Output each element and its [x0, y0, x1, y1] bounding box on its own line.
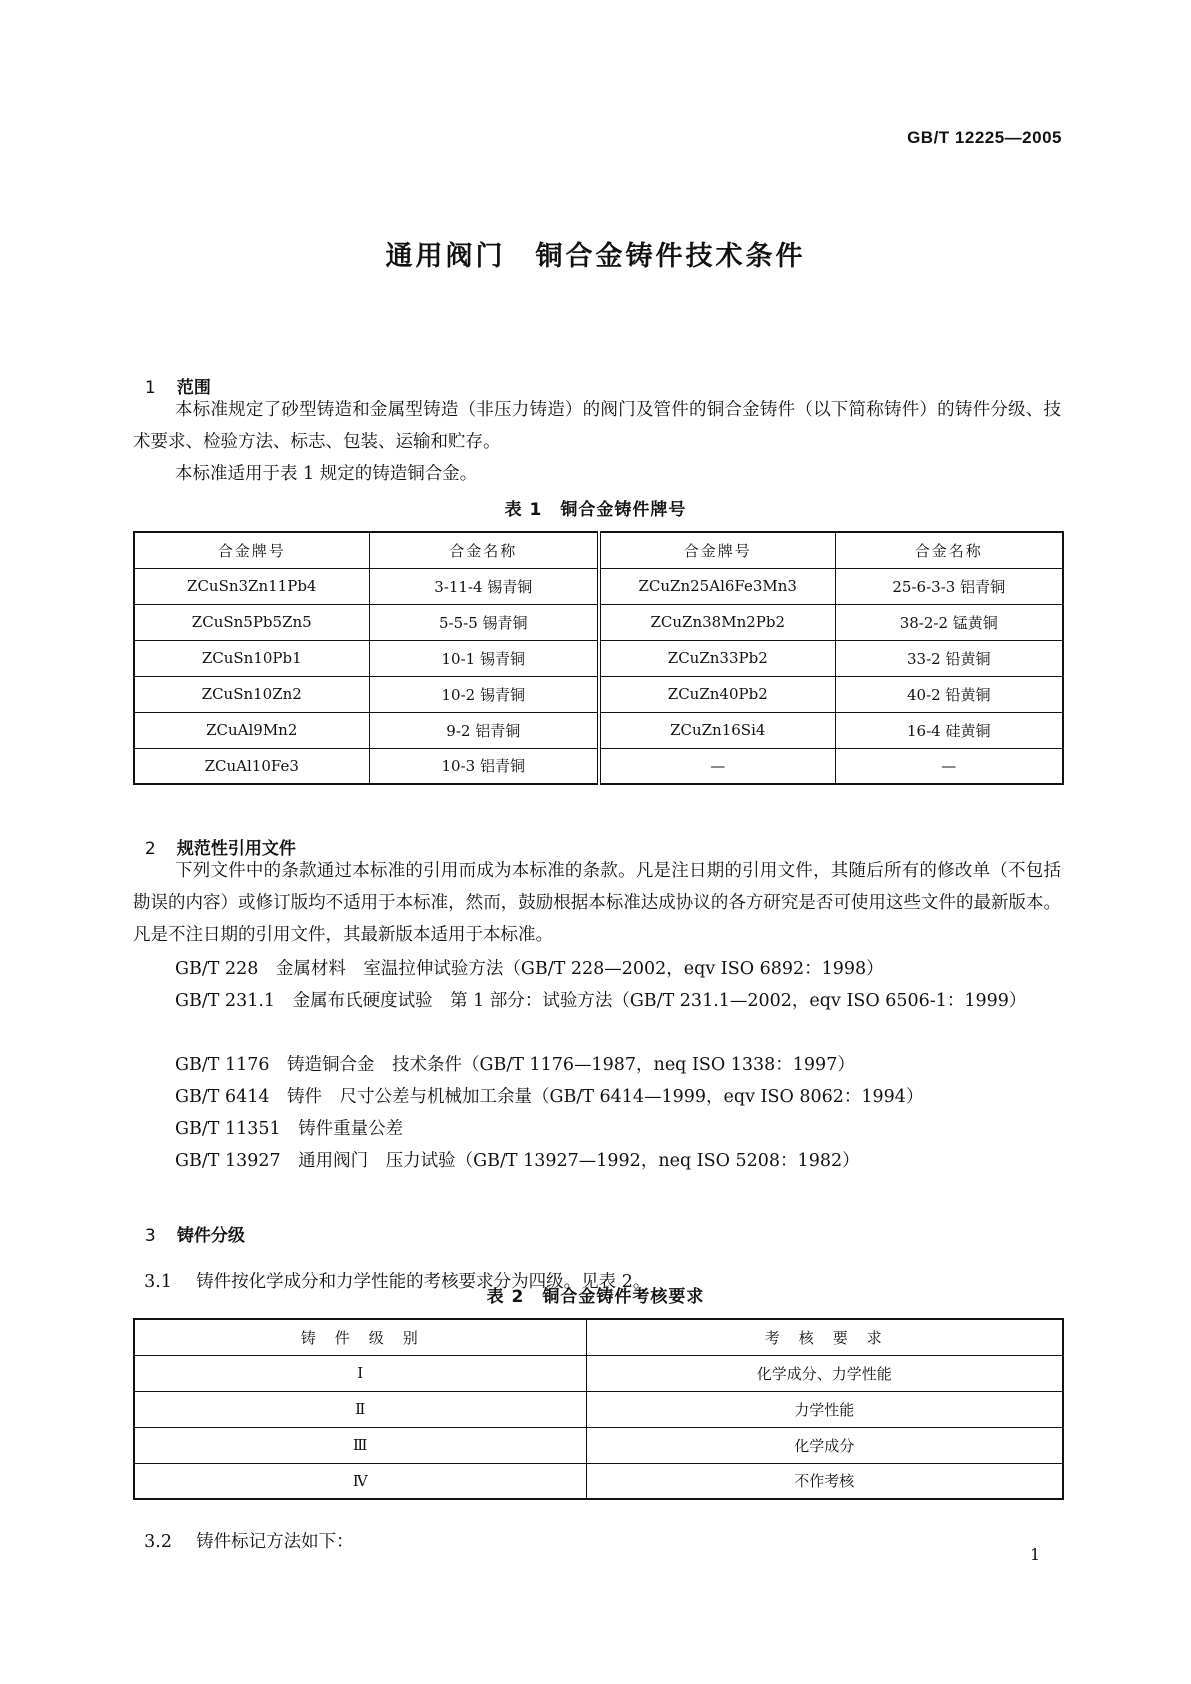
table-cell: Ⅲ: [134, 1427, 586, 1463]
table-row: [134, 748, 1063, 784]
section-1-number: 1: [144, 378, 156, 398]
table-cell: 10-2 锡青铜: [369, 676, 599, 712]
document-title: 通用阀门 铜合金铸件技术条件: [385, 241, 806, 272]
section-1-paragraph-1: 本标准规定了砂型铸造和金属型铸造（非压力铸造）的阀门及管件的铜合金铸件（以下简称铸件）的铸件分级、技术要求、检验方法、标志、包装、运输和贮存。: [133, 400, 1061, 452]
section-2-heading: [133, 814, 296, 859]
table-cell: 3-11-4 锡青铜: [369, 568, 599, 604]
table-cell: 10-3 铝青铜: [369, 748, 599, 784]
table-cell: 化学成分、力学性能: [586, 1355, 1063, 1391]
table-cell: ZCuAl9Mn2: [134, 712, 369, 748]
clause-3-2-text: 铸件标记方法如下：: [196, 1532, 354, 1552]
section-1-heading: [133, 353, 211, 398]
table-cell: 5-5-5 锡青铜: [369, 604, 599, 640]
standard-code: GB/T 12225—2005: [907, 128, 1062, 147]
section-3-title: 铸件分级: [176, 1226, 245, 1246]
table-cell: ZCuZn33Pb2: [599, 640, 835, 676]
table-cell: 16-4 硅黄铜: [835, 712, 1063, 748]
table-2: [133, 1318, 1064, 1500]
table-cell: ZCuZn40Pb2: [599, 676, 835, 712]
table-cell: 化学成分: [586, 1427, 1063, 1463]
table-row: [134, 1463, 1063, 1499]
table-cell: 9-2 铝青铜: [369, 712, 599, 748]
table-2-header-cell: 铸 件 级 别: [134, 1319, 586, 1355]
reference-item: GB/T 1176 铸造铜合金 技术条件（GB/T 1176—1987，neq ISO 1338：1997）: [175, 1055, 855, 1075]
table-cell: —: [835, 748, 1063, 784]
table-cell: —: [599, 748, 835, 784]
table-cell: 10-1 锡青铜: [369, 640, 599, 676]
section-1-paragraph-2: 本标准适用于表 1 规定的铸造铜合金。: [175, 464, 478, 484]
clause-3-1-text: 铸件按化学成分和力学性能的考核要求分为四级。见表 2。: [196, 1272, 651, 1292]
section-3-number: 3: [144, 1226, 156, 1246]
reference-item: GB/T 228 金属材料 室温拉伸试验方法（GB/T 228—2002，eqv ISO 6892：1998）: [175, 959, 884, 979]
table-row: [134, 712, 1063, 748]
table-cell: ZCuSn10Pb1: [134, 640, 369, 676]
clause-3-1-number: 3.1: [144, 1272, 172, 1292]
table-cell: 38-2-2 锰黄铜: [835, 604, 1063, 640]
table-row: [134, 1391, 1063, 1427]
clause-3-2-number: 3.2: [144, 1532, 172, 1552]
table-row: [134, 1355, 1063, 1391]
table-cell: 33-2 铅黄铜: [835, 640, 1063, 676]
table-cell: ZCuSn3Zn11Pb4: [134, 568, 369, 604]
clause-3-2: [133, 1508, 354, 1553]
table-row: [134, 1427, 1063, 1463]
table-row: [134, 676, 1063, 712]
table-row: [134, 640, 1063, 676]
table-cell: Ⅳ: [134, 1463, 586, 1499]
table-cell: ZCuAl10Fe3: [134, 748, 369, 784]
table-cell: ZCuZn25Al6Fe3Mn3: [599, 568, 835, 604]
reference-item: GB/T 231.1 金属布氏硬度试验 第 1 部分：试验方法（GB/T 231.1—2002，eqv ISO 6506-1：1999）: [175, 991, 1027, 1011]
section-1-title: 范围: [176, 378, 211, 398]
table-cell: Ⅱ: [134, 1391, 586, 1427]
reference-item: GB/T 6414 铸件 尺寸公差与机械加工余量（GB/T 6414—1999，eqv ISO 8062：1994）: [175, 1087, 924, 1107]
section-3-heading: [133, 1201, 245, 1246]
table-cell: 40-2 铅黄铜: [835, 676, 1063, 712]
reference-item: GB/T 11351 铸件重量公差: [175, 1119, 404, 1139]
table-cell: 力学性能: [586, 1391, 1063, 1427]
page-number: 1: [1030, 1545, 1041, 1564]
table-1-header-cell: 合金牌号: [134, 532, 369, 568]
table-1-header-cell: 合金牌号: [599, 532, 835, 568]
table-1-caption: 表 1 铜合金铸件牌号: [504, 500, 687, 520]
table-1-header-cell: 合金名称: [835, 532, 1063, 568]
section-2-number: 2: [144, 839, 156, 859]
table-2-caption: 表 2 铜合金铸件考核要求: [486, 1287, 705, 1307]
table-1: [133, 531, 1064, 785]
table-cell: 不作考核: [586, 1463, 1063, 1499]
table-1-header-cell: 合金名称: [369, 532, 599, 568]
table-cell: ZCuZn16Si4: [599, 712, 835, 748]
section-2-title: 规范性引用文件: [176, 839, 296, 859]
table-cell: ZCuSn5Pb5Zn5: [134, 604, 369, 640]
table-cell: Ⅰ: [134, 1355, 586, 1391]
table-cell: ZCuSn10Zn2: [134, 676, 369, 712]
section-2-intro: 下列文件中的条款通过本标准的引用而成为本标准的条款。凡是注日期的引用文件，其随后所有的修改单（不包括勘误的内容）或修订版均不适用于本标准，然而，鼓励根据本标准达成协议的各方研究是否可使用这些文件的最新版本。凡是不注日期的引用文件，其最新版本适用于本标准。: [133, 861, 1061, 945]
table-cell: ZCuZn38Mn2Pb2: [599, 604, 835, 640]
table-cell: 25-6-3-3 铝青铜: [835, 568, 1063, 604]
table-row: [134, 568, 1063, 604]
reference-item: GB/T 13927 通用阀门 压力试验（GB/T 13927—1992，neq ISO 5208：1982）: [175, 1151, 860, 1171]
table-row: [134, 604, 1063, 640]
table-2-header-cell: 考 核 要 求: [586, 1319, 1063, 1355]
